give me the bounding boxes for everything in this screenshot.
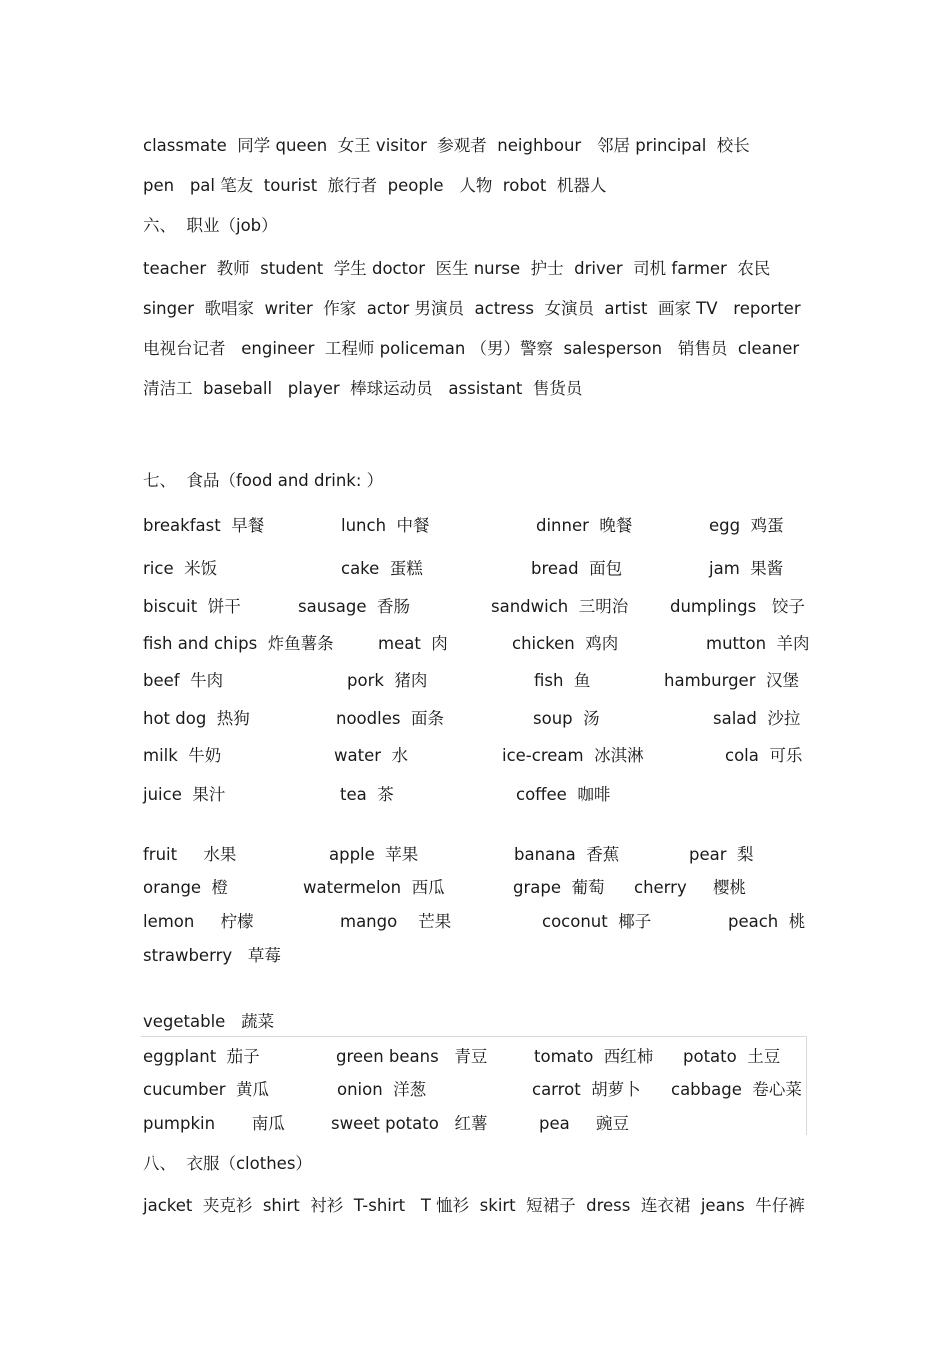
vocab-item: egg 鸡蛋 [709,516,784,535]
vocab-item: cake 蛋糕 [341,559,423,578]
vocab-item: mango 芒果 [340,912,452,931]
vocab-item: ice-cream 冰淇淋 [502,746,644,765]
vocab-item: coffee 咖啡 [516,785,611,804]
vocab-item: breakfast 早餐 [143,516,265,535]
vocab-item: pear 梨 [689,845,754,864]
vocab-item: cucumber 黄瓜 [143,1080,270,1099]
vocab-item: cola 可乐 [725,746,803,765]
vocab-item: grape 葡萄 [513,878,605,897]
vocab-item: strawberry 草莓 [143,946,281,965]
vocab-item: onion 洋葱 [337,1080,427,1099]
vocab-item: lemon 柠檬 [143,912,254,931]
vocab-item: potato 土豆 [683,1047,781,1066]
vocab-item: cherry 樱桃 [634,878,746,897]
vocab-item: jam 果酱 [709,559,784,578]
vocab-item: dinner 晚餐 [536,516,633,535]
vocab-item: fish and chips 炸鱼薯条 [143,634,334,653]
job-line: 电视台记者 engineer 工程师 policeman （男）警察 salesperson 销售员 cleaner [143,339,800,358]
vocab-item: sweet potato 红薯 [331,1114,488,1133]
vocab-item: fish 鱼 [534,671,591,690]
vocab-item: milk 牛奶 [143,746,222,765]
vocab-item: sausage 香肠 [298,597,410,616]
vocab-item: pork 猪肉 [347,671,428,690]
job-line: teacher 教师 student 学生 doctor 医生 nurse 护士 driver 司机 farmer 农民 [143,259,771,278]
vocab-item: orange 橙 [143,878,229,897]
vocab-item: carrot 胡萝卜 [532,1080,641,1099]
vocab-item: banana 香蕉 [514,845,620,864]
section-heading-clothes: 八、 衣服（clothes） [143,1154,312,1173]
vocab-item: rice 米饭 [143,559,218,578]
vocab-item: fruit 水果 [143,845,237,864]
vocab-item: peach 桃 [728,912,806,931]
vocab-item: pumpkin 南瓜 [143,1114,285,1133]
vocab-item: noodles 面条 [336,709,444,728]
vocab-item: coconut 椰子 [542,912,652,931]
vocab-item: bread 面包 [531,559,623,578]
vocab-item: tea 茶 [340,785,394,804]
vocab-item: dumplings 饺子 [670,597,805,616]
vocab-item: lunch 中餐 [341,516,430,535]
vocab-item: biscuit 饼干 [143,597,241,616]
vocab-item: chicken 鸡肉 [512,634,619,653]
vocab-item: apple 苹果 [329,845,419,864]
vocab-item: cabbage 卷心菜 [671,1080,802,1099]
vocab-item: pea 豌豆 [539,1114,629,1133]
vegetable-heading: vegetable 蔬菜 [143,1012,275,1031]
clothes-line: jacket 夹克衫 shirt 衬衫 T-shirt T 恤衫 skirt 短裙子 dress 连衣裙 jeans 牛仔裤 [143,1196,805,1215]
vocab-item: salad 沙拉 [713,709,801,728]
vocab-item: green beans 青豆 [336,1047,488,1066]
job-line: 清洁工 baseball player 棒球运动员 assistant 售货员 [143,379,583,398]
vocab-item: eggplant 茄子 [143,1047,260,1066]
section-heading-job: 六、 职业（job） [143,216,278,235]
people-line: classmate 同学 queen 女王 visitor 参观者 neighbour 邻居 principal 校长 [143,136,750,155]
job-line: singer 歌唱家 writer 作家 actor 男演员 actress 女演员 artist 画家 TV reporter [143,299,801,318]
vocab-item: tomato 西红柿 [534,1047,654,1066]
vocab-item: soup 汤 [533,709,600,728]
vocab-item: mutton 羊肉 [706,634,810,653]
vocab-item: watermelon 西瓜 [303,878,445,897]
people-line: pen pal 笔友 tourist 旅行者 people 人物 robot 机器人 [143,176,607,195]
section-heading-food: 七、 食品（food and drink: ） [143,471,384,490]
vocab-item: sandwich 三明治 [491,597,629,616]
vocab-item: hot dog 热狗 [143,709,250,728]
vocab-item: hamburger 汉堡 [664,671,799,690]
vocab-item: beef 牛肉 [143,671,224,690]
vocab-item: water 水 [334,746,409,765]
vocab-item: juice 果汁 [143,785,226,804]
vocab-item: meat 肉 [378,634,448,653]
